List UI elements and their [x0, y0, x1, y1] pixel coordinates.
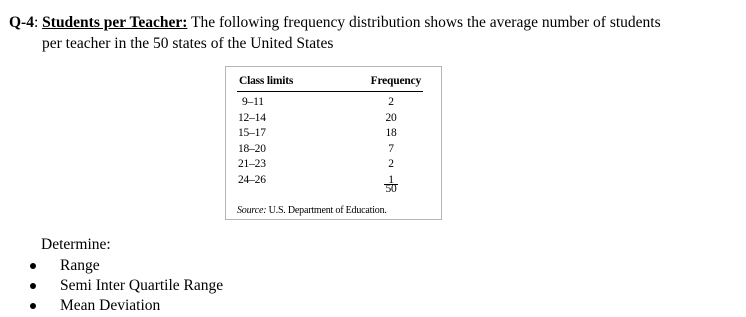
- source-text: U.S. Department of Education.: [266, 205, 387, 216]
- task-list: [30, 256, 223, 316]
- list-item: [30, 256, 223, 276]
- frequency-cell: 7: [388, 142, 394, 155]
- bullet-icon: [30, 303, 36, 309]
- frequency-total: 50: [385, 183, 397, 195]
- frequency-column: [374, 95, 408, 188]
- task-label: Range: [60, 257, 100, 274]
- question-text-line-1: The following frequency distribution shows the average number of students: [187, 14, 661, 31]
- frequency-table: [225, 66, 442, 220]
- class-limit-cell: 12–14: [238, 111, 266, 124]
- task-label: Semi Inter Quartile Range: [60, 277, 224, 294]
- class-limit-cell: 15–17: [238, 127, 266, 139]
- question-number: Q-4: [9, 14, 34, 31]
- header-divider: [237, 91, 423, 92]
- frequency-cell: 1: [388, 173, 394, 186]
- question-line-2: [9, 33, 734, 54]
- header-class-limits: Class limits: [239, 75, 294, 87]
- header-frequency: Frequency: [370, 75, 421, 87]
- question-block: [9, 12, 734, 54]
- task-label: Mean Deviation: [60, 297, 161, 314]
- frequency-cell: 18: [385, 127, 397, 139]
- determine-label: Determine:: [41, 236, 111, 253]
- bullet-icon: [30, 283, 36, 289]
- frequency-cell: 20: [385, 111, 397, 124]
- bullet-icon: [30, 263, 36, 269]
- question-topic: Students per Teacher:: [42, 14, 188, 31]
- list-item: [30, 296, 223, 316]
- list-item: [30, 276, 223, 296]
- table-source: [237, 205, 387, 216]
- class-limit-cell: 24–26: [238, 173, 266, 186]
- class-limit-cell: 18–20: [238, 142, 266, 155]
- question-text-line-2: per teacher in the 50 states of the United States: [42, 35, 334, 52]
- frequency-cell: 2: [388, 96, 394, 108]
- question-line-1: [9, 12, 734, 33]
- question-colon: :: [33, 14, 43, 31]
- class-limit-cell: 9–11: [242, 96, 264, 108]
- class-limits-column: [238, 95, 288, 188]
- source-label: Source:: [237, 205, 267, 216]
- class-limit-cell: 21–23: [238, 158, 266, 170]
- frequency-cell: 2: [388, 158, 394, 170]
